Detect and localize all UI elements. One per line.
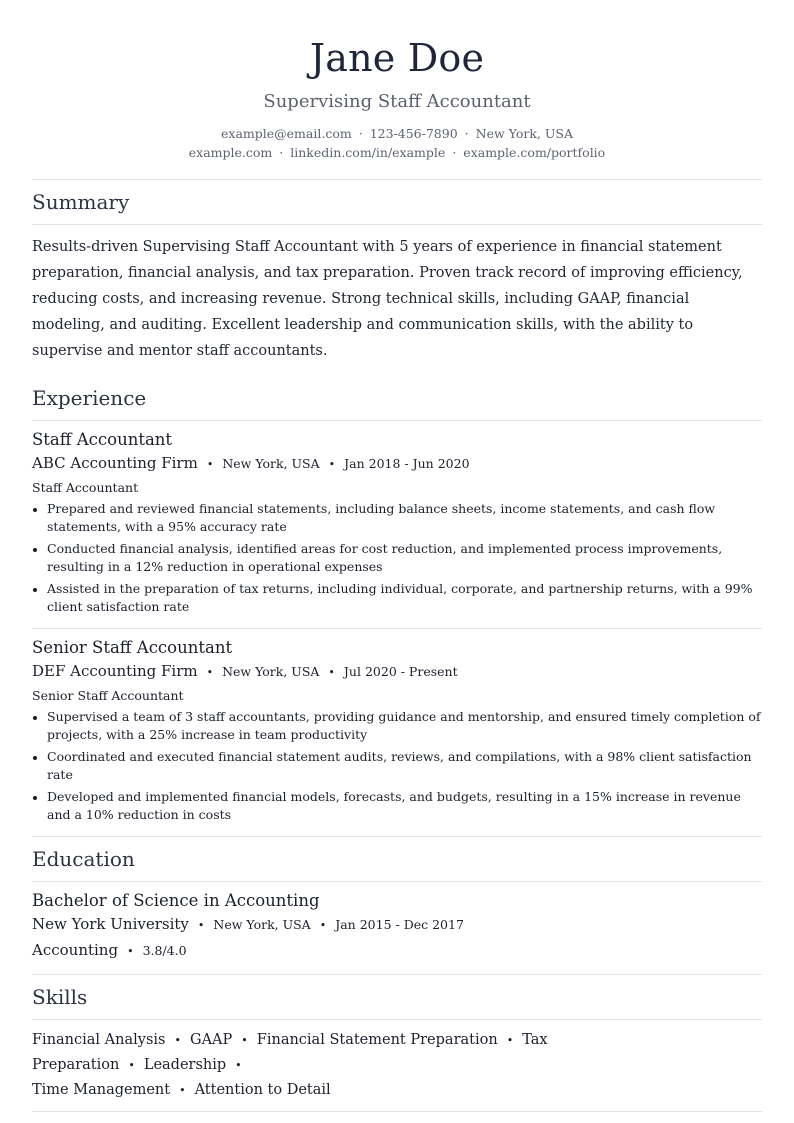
contact-portfolio[interactable]: example.com/portfolio xyxy=(463,145,606,160)
contact-separator: · xyxy=(358,126,363,141)
experience-entry xyxy=(32,629,762,836)
job-bullet: Prepared and reviewed financial statements, including balance sheets, income statements, and cash flow statements, with a 95% accuracy rate xyxy=(32,500,762,536)
job-bullet: Developed and implemented financial models, forecasts, and budgets, resulting in a 15% increase in revenue and a 10% reduction in costs xyxy=(32,788,762,824)
school-name: New York University xyxy=(32,915,189,933)
job-role: Staff Accountant xyxy=(32,480,139,495)
contact-row-primary xyxy=(32,124,762,143)
job-title: Staff Accountant xyxy=(32,430,173,449)
job-bullet: Conducted financial analysis, identified areas for cost reduction, and implemented process improvements, resulting in a 12% reduction in operational expenses xyxy=(32,540,762,576)
skills-heading: Skills xyxy=(32,985,88,1009)
meta-dot: • xyxy=(127,945,134,958)
job-bullet: Assisted in the preparation of tax returns, including individual, corporate, and partnership returns, with a 99% client satisfaction rate xyxy=(32,580,762,616)
meta-dot: • xyxy=(197,919,205,932)
skill-item: Tax Preparation xyxy=(32,1032,548,1073)
job-meta xyxy=(32,659,762,685)
section-divider xyxy=(32,224,762,225)
skill-item: Financial Statement Preparation xyxy=(256,1032,498,1048)
contact-email[interactable]: example@email.com xyxy=(221,126,352,141)
skill-dot: • xyxy=(174,1034,181,1047)
meta-dot: • xyxy=(319,919,327,932)
contact-separator: · xyxy=(279,145,284,160)
skill-item: Leadership xyxy=(143,1057,227,1073)
contact-row-links xyxy=(32,143,762,162)
section-divider xyxy=(32,1111,762,1112)
skill-item: Time Management xyxy=(32,1082,171,1098)
job-bullet: Supervised a team of 3 staff accountants, providing guidance and mentorship, and ensured timely completion of projects, with a 25% increase in team productivity xyxy=(32,708,762,744)
meta-dot: • xyxy=(328,458,336,471)
field-of-study: Accounting xyxy=(32,941,119,959)
skill-item: GAAP xyxy=(189,1032,233,1048)
skill-item: Financial Analysis xyxy=(32,1032,166,1048)
skill-item: Attention to Detail xyxy=(194,1082,331,1098)
job-bullet: Coordinated and executed financial statement audits, reviews, and compilations, with a 98% client satisfaction rate xyxy=(32,748,762,784)
summary-text: Results-driven Supervising Staff Accountant with 5 years of experience in financial statement preparation, financial analysis, and tax preparation. Proven track record of improving efficiency, reducing costs, and increasing revenue. Strong technical skills, including GAAP, financial modeling, and auditing. Excellent leadership and communication skills, with the ability to supervise and mentor staff accountants. xyxy=(32,239,743,359)
education-dates: Jan 2015 - Dec 2017 xyxy=(335,917,464,932)
job-bullets xyxy=(32,708,762,824)
contact-linkedin[interactable]: linkedin.com/in/example xyxy=(290,145,446,160)
contact-website[interactable]: example.com xyxy=(188,145,273,160)
job-title: Senior Staff Accountant xyxy=(32,638,233,657)
contact-separator: · xyxy=(452,145,457,160)
company-name: ABC Accounting Firm xyxy=(32,454,198,472)
gpa: 3.8/4.0 xyxy=(142,943,187,958)
job-bullets xyxy=(32,500,762,616)
meta-dot: • xyxy=(206,458,214,471)
education-meta xyxy=(32,912,762,938)
contact-separator: · xyxy=(464,126,469,141)
candidate-headline: Supervising Staff Accountant xyxy=(263,91,531,112)
school-location: New York, USA xyxy=(213,917,311,932)
education-field-line xyxy=(32,938,762,964)
skill-dot: • xyxy=(235,1059,242,1072)
education-heading: Education xyxy=(32,847,135,871)
candidate-name: Jane Doe xyxy=(309,36,485,80)
skill-dot: • xyxy=(128,1059,135,1072)
education-entry xyxy=(32,882,762,974)
meta-dot: • xyxy=(206,666,214,679)
job-role: Senior Staff Accountant xyxy=(32,688,184,703)
job-location: New York, USA xyxy=(222,664,320,679)
experience-entry xyxy=(32,421,762,628)
skill-dot: • xyxy=(506,1034,514,1047)
degree-title: Bachelor of Science in Accounting xyxy=(32,891,320,910)
contact-phone[interactable]: 123-456-7890 xyxy=(369,126,458,141)
company-name: DEF Accounting Firm xyxy=(32,662,198,680)
job-dates: Jan 2018 - Jun 2020 xyxy=(344,456,470,471)
skills-list xyxy=(32,1020,762,1111)
experience-heading: Experience xyxy=(32,386,147,410)
job-meta xyxy=(32,451,762,477)
resume-header xyxy=(32,34,762,162)
meta-dot: • xyxy=(328,666,335,679)
summary-heading: Summary xyxy=(32,190,130,214)
skill-dot: • xyxy=(179,1084,186,1097)
job-dates: Jul 2020 - Present xyxy=(343,664,458,679)
resume-page xyxy=(32,0,762,1112)
contact-location: New York, USA xyxy=(475,126,573,141)
skill-dot: • xyxy=(241,1034,248,1047)
job-location: New York, USA xyxy=(222,456,320,471)
